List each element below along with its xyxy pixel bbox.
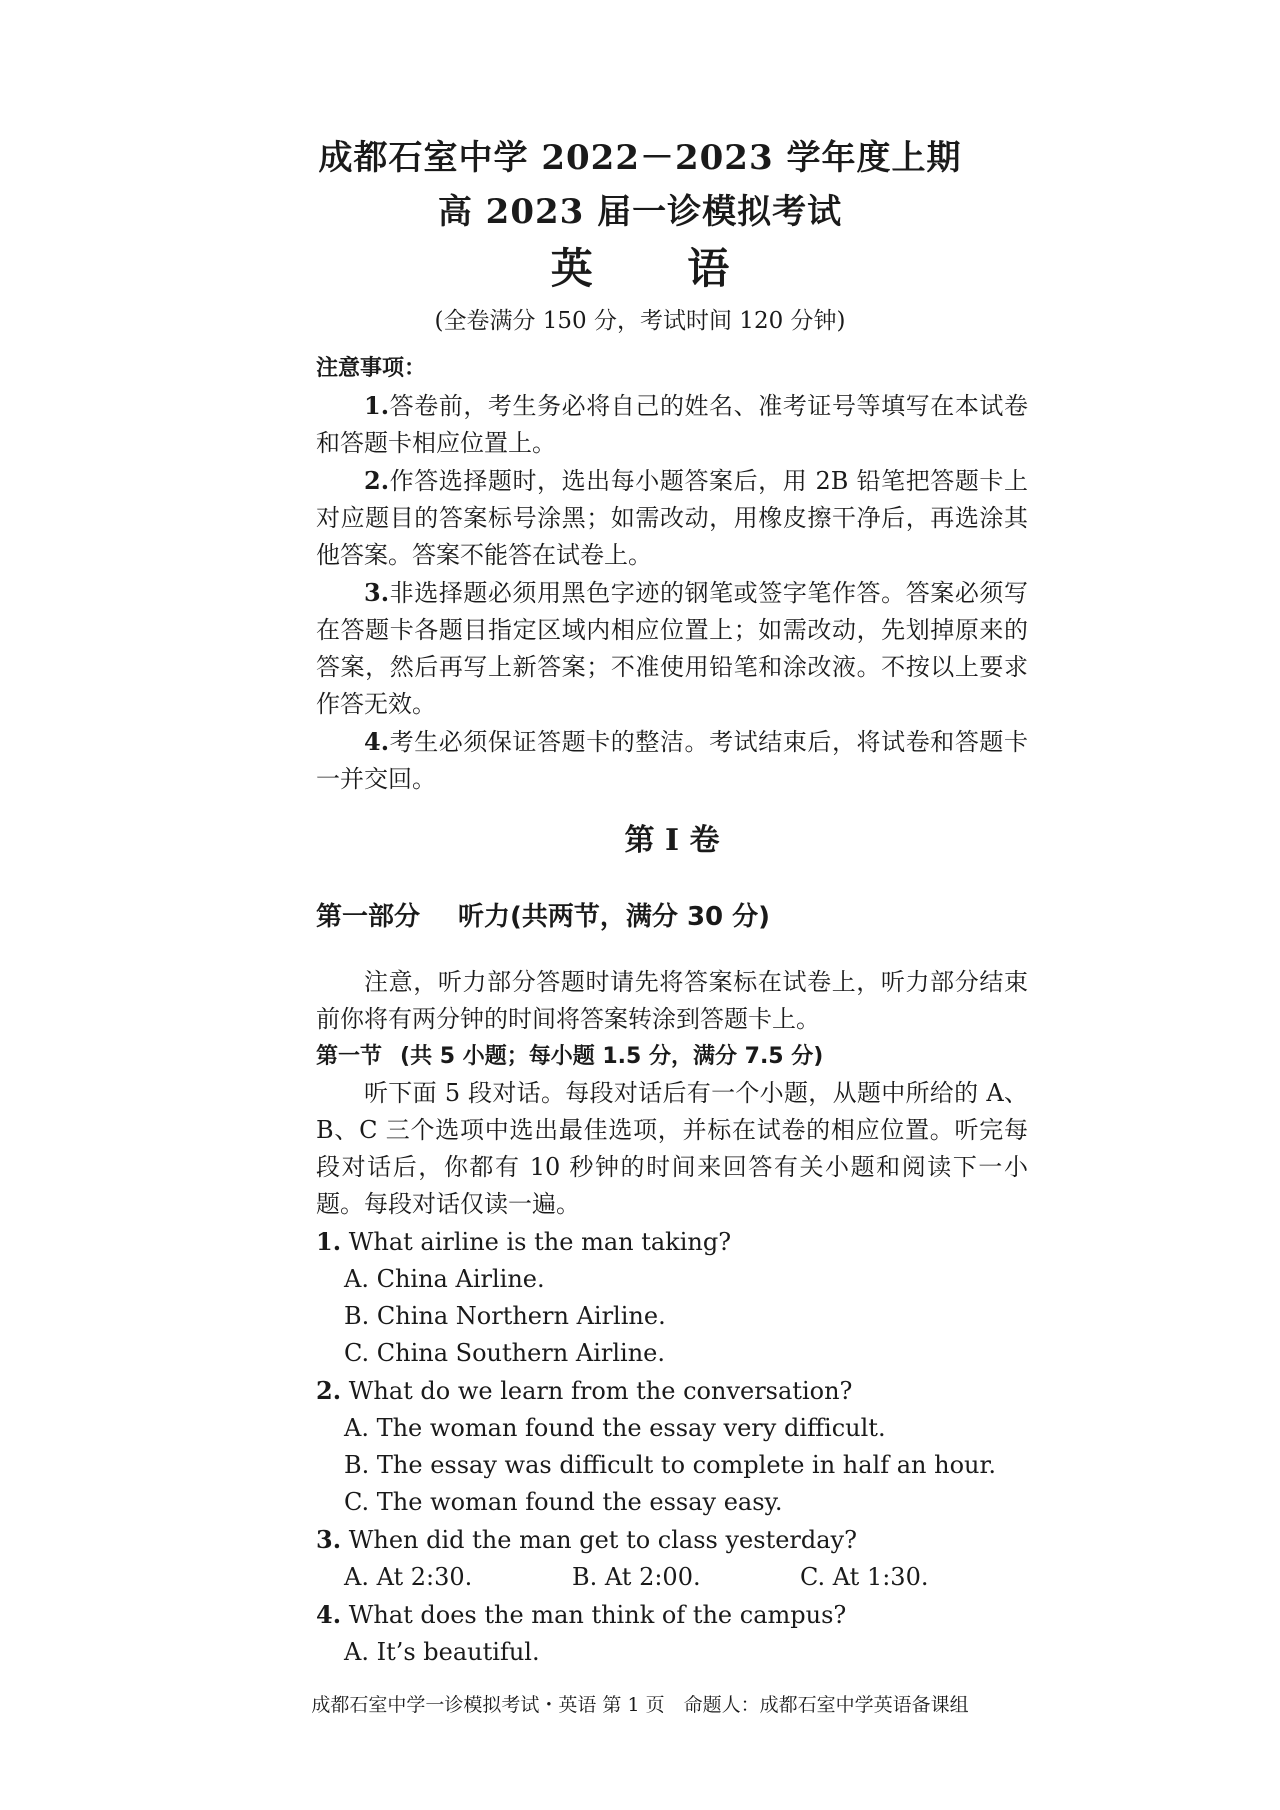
section-title-rest: (共 5 小题；每小题 1.5 分，满分 7.5 分)	[400, 1044, 824, 1069]
question-text: What does the man think of the campus?	[348, 1601, 847, 1629]
answer-option: B. The essay was difficult to complete in half an hour.	[344, 1451, 996, 1479]
question	[316, 1372, 1028, 1410]
answer-option: C. China Southern Airline.	[344, 1339, 665, 1367]
part-heading	[316, 899, 1028, 936]
notice-item	[316, 574, 1028, 723]
notice-title: 注意事项：	[316, 356, 427, 381]
question	[316, 1223, 1028, 1261]
section-heading	[316, 1038, 1028, 1075]
part-title-rest: 听力(共两节，满分 30 分)	[458, 902, 771, 932]
question-number: 4.	[316, 1600, 342, 1629]
answer-option: A. It’s beautiful.	[344, 1638, 540, 1666]
score-time-note: (全卷满分 150 分，考试时间 120 分钟)	[434, 308, 846, 334]
answer-option: B. China Northern Airline.	[344, 1302, 666, 1330]
answer-option: A. The woman found the essay very difficult.	[344, 1414, 886, 1442]
question-number: 3.	[316, 1525, 342, 1554]
section-title: 第一节	[316, 1044, 383, 1069]
notice-item-number: 4.	[364, 727, 390, 756]
question-text: When did the man get to class yesterday?	[348, 1526, 857, 1554]
question	[316, 1596, 1028, 1634]
notice-item-text: 作答选择题时，选出每小题答案后，用 2B 铅笔把答题卡上对应题目的答案标号涂黑；如需改动，用橡皮擦干净后，再选涂其他答案。答案不能答在试卷上。	[316, 467, 1028, 569]
notice-item-text: 非选择题必须用黑色字迹的钢笔或签字笔作答。答案必须写在答题卡各题目指定区域内相应位置上；如需改动，先划掉原来的答案，然后再写上新答案；不准使用铅笔和涂改液。不按以上要求作答无效。	[316, 579, 1028, 718]
notice-item	[316, 723, 1028, 798]
section-instructions: 听下面 5 段对话。每段对话后有一个小题，从题中所给的 A、B、C 三个选项中选出最佳选项，并标在试卷的相应位置。听完每段对话后，你都有 10 秒钟的时间来回答有关小题和阅读下一小题。每段对话仅读一遍。	[316, 1079, 1028, 1218]
answer-option-row	[316, 1559, 1028, 1596]
listening-note: 注意，听力部分答题时请先将答案标在试卷上，听力部分结束前你将有两分钟的时间将答案转涂到答题卡上。	[316, 968, 1028, 1033]
part-title: 第一部分	[316, 902, 421, 932]
notice-item-text: 答卷前，考生务必将自己的姓名、准考证号等填写在本试卷和答题卡相应位置上。	[316, 392, 1028, 457]
question-text: What airline is the man taking?	[348, 1228, 732, 1256]
page-footer: 成都石室中学一诊模拟考试・英语 第 1 页 命题人：成都石室中学英语备课组	[311, 1694, 969, 1716]
notice-item-number: 2.	[364, 466, 390, 495]
answer-option: C. At 1:30.	[800, 1563, 929, 1591]
answer-option: B. At 2:00.	[572, 1563, 701, 1591]
answer-option: C. The woman found the essay easy.	[344, 1488, 783, 1516]
notice-item-text: 考生必须保证答题卡的整洁。考试结束后，将试卷和答题卡一并交回。	[316, 728, 1028, 793]
notice-item	[316, 462, 1028, 574]
answer-option: A. At 2:30.	[344, 1563, 473, 1591]
exam-content	[316, 350, 1028, 1671]
answer-option: A. China Airline.	[344, 1265, 545, 1293]
question-number: 2.	[316, 1376, 342, 1405]
question	[316, 1521, 1028, 1559]
subject-title: 英 语	[550, 244, 770, 293]
question-text: What do we learn from the conversation?	[348, 1377, 853, 1405]
exam-title-line2: 高 2023 届一诊模拟考试	[437, 192, 843, 232]
exam-title-line1: 成都石室中学 2022－2023 学年度上期	[318, 138, 962, 178]
notice-item	[316, 387, 1028, 462]
notice-item-number: 1.	[364, 391, 390, 420]
volume-heading: 第 I 卷	[624, 823, 720, 858]
notice-item-number: 3.	[364, 578, 390, 607]
question-number: 1.	[316, 1227, 342, 1256]
